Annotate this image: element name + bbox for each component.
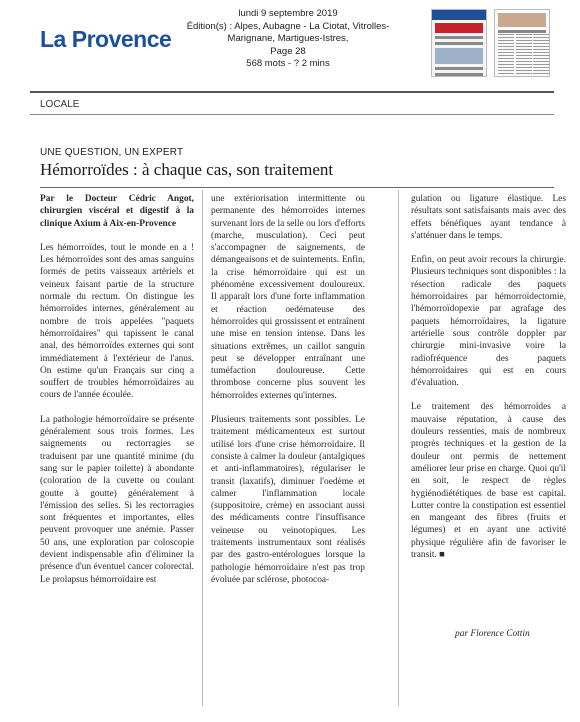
article-paragraph: Le traitement des hémorroïdes a mauvaise réputation, à cause des douleurs ressenties, mais de nombreux progrès techniques et la gestion de la douleur ont permis de nettement améliorer leur prise en charge. Quoi qu'il en soit, le respect de règles hygiénodiététiques de base est capital. Lutter contre la constipation est essentiel en mangeant des fibres (fruits et légumes) et en ayant une activité physique régulière afin de favoriser le transit. ■ xyxy=(411,402,566,561)
article-paragraph: Enfin, on peut avoir recours la chirurgie. Plusieurs techniques sont disponibles : la résection radicale des paquets hémorroïdaires par hémorroïdectomie, l'hémorroïdopexie par agrafage des paquets hémorroïdaires, la ligature artérielle sous contrôle doppler par chirurgie mini-invasive voire la radiofréquence des paquets hémorroïdaires qui est en cours d'évaluation. xyxy=(411,255,566,389)
publication-page: Page 28 xyxy=(270,45,306,57)
column-divider xyxy=(202,190,203,706)
publication-editions: Édition(s) : Alpes, Aubagne - La Ciotat, Vitrolles-Marignane, Martigues-Istres, xyxy=(186,20,390,44)
publication-meta xyxy=(178,8,398,71)
section-label: LOCALE xyxy=(40,99,80,110)
article-paragraph: Les hémorroïdes, tout le monde en a ! Les hémorroïdes sont des amas sanguins formés de petits vaisseaux artériels et veineux faisant partie de la structure normale du rectum. On distingue les hémorroïdes internes, généralement au nombre de trois appelées "paquets hémorroïdaires" qui tapissent le canal anal, des hémorroïdes externes qui sont immédiatement à l'extérieur de l'anus. On estime qu'un Français sur cinq a souffert de troubles hémorroïdaires au cours de l'année écoulée. xyxy=(40,242,194,401)
article-column-3 xyxy=(411,193,566,573)
page-thumbnails xyxy=(431,9,551,77)
article-headline: Hémorroïdes : à chaque cas, son traitement xyxy=(40,160,334,179)
column-divider xyxy=(398,190,399,706)
article-byline: Par le Docteur Cédric Angot, chirurgien viscéral et digestif à la clinique Axium à Aix-en-Provence xyxy=(40,194,194,229)
article-column-1 xyxy=(40,193,194,598)
front-page-thumbnail xyxy=(431,9,487,77)
article-paragraph: une extériorisation intermittente ou permanente des hémorroïdes internes survenant lors de la selle ou lors d'efforts (marche, musculation). Ceci peut s'accompagner de saignements, de démangeaisons et de suintements. Enfin, la crise hémorroïdaire qui est un phénomène excessivement douloureux. Il apparaît lors d'une forte inflammation et réaction oedémateuse des hémorroïdes qui grossissent et entraînent une mise en tension intense. Dans les situations extrêmes, un caillot sanguin peut se développer entraînant une tuméfaction douloureuse. Cette thrombose concerne plus souvent les hémorroïdes externes qu'internes. xyxy=(211,194,365,401)
article-paragraph: gulation ou ligature élastique. Les résultats sont satisfaisants mais avec des effets bénéfiques ayant tendance à s'atténuer dans le temps. xyxy=(411,194,566,241)
article-paragraph: Plusieurs traitements sont possibles. Le traitement médicamenteux est surtout utilisé lors d'une crise hémorroïdaire. Il consiste à calmer la douleur (antalgiques et anti-inflammatoires), régulariser le transit (laxatifs), diminuer l'oedème et calmer l'inflammation locale (suppositoire, crème) en associant aussi des médicaments contre l'insuffisance veineuse ou veinotopiques. Les traitements instrumentaux sont réalisés par des gastro-entérologues lorsque la pathologie hémorroïdaire n'est pas trop évoluée par sclérose, photocoa- xyxy=(211,415,365,585)
logo-text-la: La xyxy=(40,26,72,52)
document-header xyxy=(0,0,580,90)
article-column-2 xyxy=(211,193,365,598)
section-divider xyxy=(30,114,554,115)
article-page-thumbnail xyxy=(494,9,550,77)
article-kicker: UNE QUESTION, UN EXPERT xyxy=(40,147,184,158)
header-divider xyxy=(30,91,554,93)
article-paragraph: La pathologie hémorroïdaire se présente généralement sous trois formes. Les saignements ou rectorragies se traduisent par une quantité minime (du sang sur le papier toilette) à abondante (coloration de la cuvette ou coulant goutte à goutte) généralement à l'émission des selles. Si les rectorragies sont fréquentes et importantes, elles peuvent provoquer une anémie. Passer 50 ans, une exploration par coloscopie devient indispensable afin d'éliminer la présence d'un éventuel cancer colorectal. Le prolapsus hémorroïdaire est xyxy=(40,414,194,585)
publication-date: lundi 9 septembre 2019 xyxy=(238,8,338,19)
headline-divider xyxy=(40,187,554,188)
la-provence-logo xyxy=(40,26,171,53)
article-signature: par Florence Cottin xyxy=(455,629,530,639)
word-count: 568 mots - ? 2 mins xyxy=(246,58,330,69)
logo-text-provence: Provence xyxy=(71,26,172,52)
